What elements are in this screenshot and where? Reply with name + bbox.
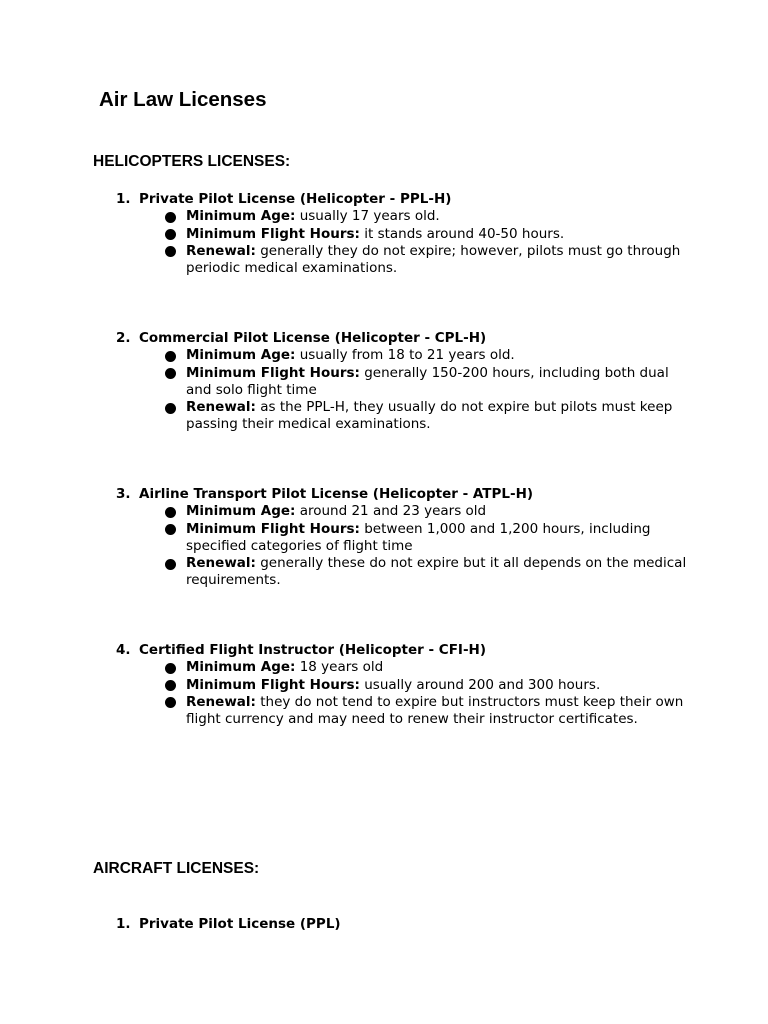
- bullet-icon: [165, 403, 176, 414]
- license-number: 2.: [116, 330, 131, 346]
- detail-text: around 21 and 23 years old: [295, 503, 487, 520]
- license-block: [116, 486, 696, 590]
- detail-text: it stands around 40-50 hours.: [359, 225, 565, 242]
- license-heading: [116, 486, 696, 503]
- detail-label: Minimum Flight Hours:: [186, 364, 360, 381]
- detail-label: Minimum Flight Hours:: [186, 225, 360, 242]
- detail-item: [186, 399, 696, 434]
- bullet-icon: [165, 368, 176, 379]
- detail-item: [186, 208, 696, 225]
- bullet-icon: [165, 246, 176, 257]
- bullet-icon: [165, 680, 176, 691]
- license-block: [116, 330, 696, 434]
- detail-label: Renewal:: [186, 399, 256, 416]
- license-details: [116, 208, 696, 277]
- license-name: Private Pilot License (Helicopter - PPL-H): [139, 191, 452, 207]
- license-block: [116, 916, 696, 933]
- detail-item: [186, 503, 696, 520]
- detail-text: usually around 200 and 300 hours.: [359, 676, 601, 693]
- detail-text: generally these do not expire but it all depends on the medical requirements.: [186, 555, 687, 589]
- detail-label: Minimum Flight Hours:: [186, 676, 360, 693]
- detail-text: as the PPL-H, they usually do not expire but pilots must keep passing their medical examinations.: [186, 399, 673, 433]
- license-name: Airline Transport Pilot License (Helicopter - ATPL-H): [139, 486, 534, 502]
- detail-item: [186, 521, 696, 556]
- license-details: [116, 659, 696, 728]
- license-details: [116, 347, 696, 433]
- detail-item: [186, 694, 696, 729]
- license-name: Commercial Pilot License (Helicopter - CPL-H): [139, 330, 487, 346]
- detail-text: between 1,000 and 1,200 hours, including specified categories of flight time: [186, 520, 651, 554]
- detail-text: generally 150-200 hours, including both dual and solo flight time: [186, 364, 669, 398]
- license-heading: [116, 191, 696, 208]
- detail-item: [186, 226, 696, 243]
- document-title: Air Law Licenses: [99, 88, 267, 111]
- bullet-icon: [165, 212, 176, 223]
- bullet-icon: [165, 697, 176, 708]
- detail-label: Minimum Flight Hours:: [186, 520, 360, 537]
- detail-item: [186, 555, 696, 590]
- detail-label: Minimum Age:: [186, 208, 296, 225]
- license-name: Private Pilot License (PPL): [139, 916, 341, 932]
- detail-item: [186, 677, 696, 694]
- license-number: 3.: [116, 486, 131, 502]
- detail-text: generally they do not expire; however, pilots must go through periodic medical examinations.: [186, 242, 681, 277]
- detail-item: [186, 659, 696, 676]
- detail-text: 18 years old: [295, 659, 384, 676]
- detail-item: [186, 347, 696, 364]
- bullet-icon: [165, 229, 176, 240]
- detail-item: [186, 365, 696, 400]
- bullet-icon: [165, 507, 176, 518]
- license-number: 1.: [116, 191, 131, 207]
- license-heading: [116, 916, 696, 933]
- license-heading: [116, 330, 696, 347]
- detail-label: Renewal:: [186, 242, 256, 259]
- license-number: 4.: [116, 642, 131, 658]
- license-name: Certified Flight Instructor (Helicopter - CFI-H): [139, 642, 487, 658]
- license-number: 1.: [116, 916, 131, 932]
- detail-label: Renewal:: [186, 555, 256, 572]
- bullet-icon: [165, 663, 176, 674]
- bullet-icon: [165, 524, 176, 535]
- detail-text: usually 17 years old.: [295, 208, 440, 225]
- section-heading-aircraft: AIRCRAFT LICENSES:: [93, 860, 260, 877]
- bullet-icon: [165, 559, 176, 570]
- detail-item: [186, 243, 696, 278]
- section-heading-helicopters: HELICOPTERS LICENSES:: [93, 153, 291, 170]
- bullet-icon: [165, 351, 176, 362]
- license-block: [116, 191, 696, 277]
- license-block: [116, 642, 696, 728]
- detail-text: they do not tend to expire but instructors must keep their own flight currency and may need to renew their instructor certificates.: [186, 693, 684, 728]
- license-heading: [116, 642, 696, 659]
- license-details: [116, 503, 696, 589]
- detail-label: Minimum Age:: [186, 659, 296, 676]
- detail-label: Renewal:: [186, 693, 256, 710]
- detail-label: Minimum Age:: [186, 347, 296, 364]
- detail-text: usually from 18 to 21 years old.: [295, 347, 515, 364]
- detail-label: Minimum Age:: [186, 503, 296, 520]
